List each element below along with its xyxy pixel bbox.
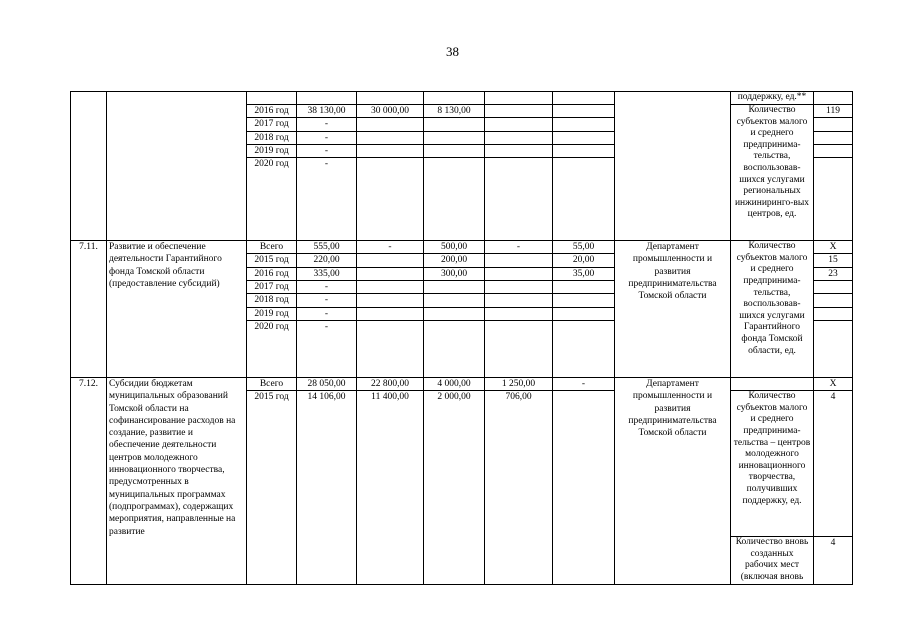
item-number: 7.11. <box>71 241 107 378</box>
table-row: 2018 год - <box>71 294 853 307</box>
table-row: 2020 год - <box>71 320 853 377</box>
executor: Департамент промышленности и развития предпринимательства Томской области <box>615 377 731 584</box>
table-row: 2018 год - <box>71 131 853 144</box>
indicator-cell: Количество субъектов малого и среднего предпринима-тельства, воспользовав-шихся услугами региональных инжиниринго-вых центров, ед. <box>731 105 814 241</box>
indicator-cell: Количество субъектов малого и среднего предпринима-тельства, воспользовав-шихся услугами Гарантийного фонда Томской области, ед. <box>731 241 814 378</box>
indicator-cell: Количество вновь созданных рабочих мест (включая вновь <box>731 537 814 585</box>
page-number: 38 <box>446 44 459 59</box>
table-row: 2015 год 220,00 200,00 20,00 15 <box>71 254 853 267</box>
table-row: 7.11. Развитие и обеспечение деятельности Гарантийного фонда Томской области (предоставление субсидий) Всего 555,00 - 500,00 - 55,00 Департамент промышленности и развития предпринимательства Томской области Количество субъектов малого и среднего предпринима-тельства, воспользовав-шихся услугами Гарантийного фонда Томской области, ед. Х <box>71 241 853 254</box>
table-row: 2017 год - <box>71 118 853 131</box>
table-row: Количество вновь созданных рабочих мест (включая вновь 4 <box>71 537 853 585</box>
table-row: 2016 год 335,00 300,00 35,00 23 <box>71 267 853 280</box>
program-table <box>70 91 853 585</box>
table-row: 2015 год 14 106,00 11 400,00 2 000,00 706,00 Количество субъектов малого и среднего предпринима-тельства – центров молодежного инновационного творчества, получивших поддержку, ед. 4 <box>71 391 853 537</box>
indicator-cell: поддержку, ед.** <box>731 92 814 105</box>
indicator-cell: Количество субъектов малого и среднего предпринима-тельства – центров молодежного инновационного творчества, получивших поддержку, ед. <box>731 391 814 537</box>
item-number: 7.12. <box>71 377 107 584</box>
executor: Департамент промышленности и развития предпринимательства Томской области <box>615 241 731 378</box>
table-row: 2019 год - <box>71 307 853 320</box>
table-row: 7.12. Субсидии бюджетам муниципальных образований Томской области на софинансирование расходов на создание, развитие и обеспечение деятельности центров молодежного инновационного творчества, предусмотренных в муниципальных программах (подпрограммах), содержащих мероприятия, направленные на развитие Всего 28 050,00 22 800,00 4 000,00 1 250,00 - Департамент промышленности и развития предпринимательства Томской области Х <box>71 377 853 390</box>
table-row <box>71 92 853 105</box>
table-row: 2016 год 38 130,00 30 000,00 8 130,00 Количество субъектов малого и среднего предпринима-тельства, воспользовав-шихся услугами региональных инжиниринго-вых центров, ед. 119 <box>71 105 853 118</box>
item-name: Развитие и обеспечение деятельности Гарантийного фонда Томской области (предоставление субсидий) <box>107 241 247 378</box>
table-row: 2017 год - <box>71 281 853 294</box>
table-row: 2019 год - <box>71 144 853 157</box>
table-row: 2020 год - <box>71 158 853 241</box>
item-name: Субсидии бюджетам муниципальных образований Томской области на софинансирование расходов на создание, развитие и обеспечение деятельности центров молодежного инновационного творчества, предусмотренных в муниципальных программах (подпрограммах), содержащих мероприятия, направленные на развитие <box>107 377 247 584</box>
